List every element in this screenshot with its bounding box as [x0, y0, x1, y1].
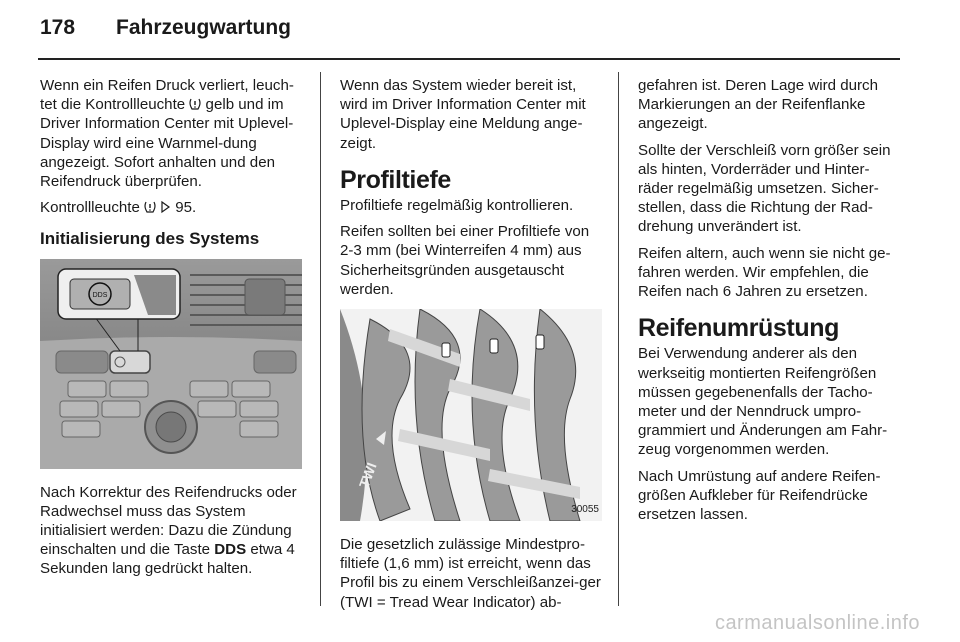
paragraph: Reifen altern, auch wenn sie nicht ge-fahren werden. Wir empfehlen, die Reifen nach 6 Jahren zu ersetzen. — [638, 244, 891, 301]
dds-button-ref: DDS — [214, 541, 247, 559]
text: Wenn ein Reifen Druck verliert, leuch-tet die Kontrollleuchte — [40, 77, 294, 114]
section-heading: Reifenumrüstung — [638, 314, 839, 343]
paragraph: Sollte der Verschleiß vorn größer sein als hinten, Vorderräder und Hinter-räder regelmäßig umsetzen. Sicher-stellen, dass die Richtung der Rad-drehung unverändert ist. — [638, 141, 891, 236]
text: gelb und im Driver Information Center mit Uplevel-Display wird eine Warnmel-dung angezeigt. Sofort anhalten und den Reifendruck überprüfen. — [40, 96, 294, 191]
dashboard-illustration — [40, 259, 302, 469]
text: Kontrollleuchte — [40, 199, 145, 217]
paragraph: Die gesetzlich zulässige Mindestpro-filtiefe (1,6 mm) ist erreicht, wenn das Profil bis zu einem Verschleißanzei-ger (TWI = Tread Wear Indicator) ab- — [340, 536, 601, 611]
tire-tread-illustration — [340, 309, 602, 521]
paragraph — [40, 76, 302, 191]
paragraph — [40, 198, 302, 217]
column-2 — [340, 76, 602, 619]
text: 95. — [171, 199, 197, 217]
paragraph: Reifen sollten bei einer Profiltiefe von 2-3 mm (bei Winterreifen 4 mm) aus Sicherheitsgründen ausgetauscht werden. — [340, 223, 590, 298]
dashboard-figure — [40, 259, 302, 469]
twi-marking: TWI — [355, 460, 380, 491]
column-3 — [638, 76, 900, 531]
dds-label: DDS — [92, 291, 108, 299]
tire-tread-figure — [340, 309, 602, 521]
watermark: carmanualsonline.info — [714, 612, 920, 634]
paragraph: Wenn das System wieder bereit ist, wird im Driver Information Center mit Uplevel-Display eine Meldung ange-zeigt. — [340, 77, 586, 152]
page-reference-arrow-icon — [159, 200, 171, 214]
paragraph — [40, 483, 302, 579]
page-header — [40, 16, 291, 46]
column-divider — [618, 72, 619, 606]
text: etwa 4 Sekunden lang gedrückt halten. — [40, 541, 295, 578]
page-number: 178 — [40, 16, 76, 39]
paragraph: gefahren ist. Deren Lage wird durch Markierungen an der Reifenflanke angezeigt. — [638, 77, 878, 133]
section-heading: Profiltiefe — [340, 165, 451, 194]
paragraph: Bei Verwendung anderer als den werkseitig montierten Reifengrößen müssen gegebenenfalls der Tacho-meter und der Nenndruck umpro-grammiert und Änderungen am Fahr-zeug vorgenommen werden. — [638, 345, 888, 459]
paragraph: Profiltiefe regelmäßig kontrollieren. — [340, 197, 574, 215]
section-heading: Initialisierung des Systems — [40, 229, 260, 249]
tire-pressure-warning-icon — [189, 97, 201, 111]
header-rule — [38, 58, 900, 60]
figure-number: 30055 — [571, 503, 599, 515]
paragraph: Nach Umrüstung auf andere Reifen-größen Aufkleber für Reifendrücke ersetzen lassen. — [638, 467, 881, 524]
tire-pressure-warning-icon — [144, 200, 156, 214]
column-divider — [320, 72, 321, 606]
chapter-title: Fahrzeugwartung — [116, 16, 292, 39]
column-1 — [40, 76, 302, 586]
text: Nach Korrektur des Reifendrucks oder Radwechsel muss das System initialisiert werden: Dazu die Zündung einschalten und die Taste — [40, 483, 297, 559]
